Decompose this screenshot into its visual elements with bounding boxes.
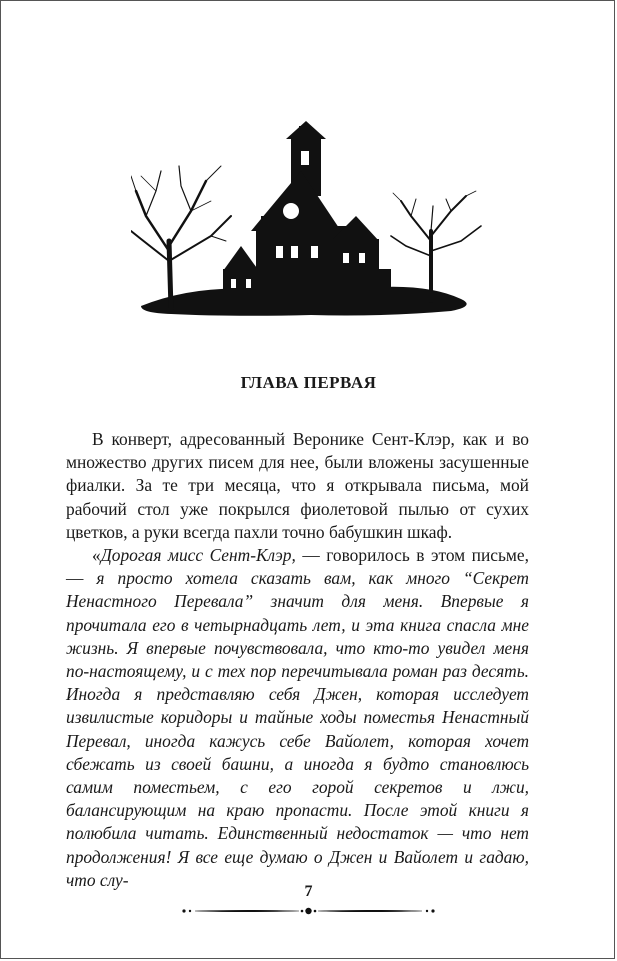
chapter-title: ГЛАВА ПЕРВАЯ: [240, 373, 377, 392]
letter-greeting: Дорогая мисс Сент-Клэр,: [100, 545, 296, 566]
page-number: 7: [304, 883, 313, 900]
footer-ornament: [181, 904, 436, 918]
paragraph-2: [66, 544, 529, 892]
narration: — говорилось в этом письме, —: [66, 545, 529, 589]
body-text: [66, 428, 529, 892]
quote-mark: «: [92, 545, 101, 566]
letter-text: я просто хотела сказать вам, как много “Секрет Ненастного Перевала” значит для меня. Впервые я прочитала его в четырнадцать лет, и эта книга спасла мне жизнь. Я впервые почувствовала, что кто-то увидел меня по-настоящему, и с тех пор перечитывала роман раз десять. Иногда я представляю себя Джен, которая исследует извилистые коридоры и тайные ходы поместья Ненастный Перевал, иногда кажусь себе Вайолет, которая хочет сбежать из своей башни, а иногда я будто становлюсь самим поместьем, с его горой секретов и лжи, балансирующим на краю пропасти. После этой книги я полюбила читать. Единственный недостаток — что нет продолжения! Я все еще думаю о Джен и Вайолет и гадаю, что слу-: [66, 568, 529, 890]
paragraph-1: В конверт, адресованный Веронике Сент-Клэр, как и во множество других писем для нее, были вложены засушенные фиалки. За те три месяца, что я открывала письма, мой рабочий стол уже покрылся фиолетовой пылью от сухих цветков, а руки всегда пахли точно бабушкин шкаф.: [66, 429, 529, 542]
haunted-house-illustration: [131, 121, 496, 336]
